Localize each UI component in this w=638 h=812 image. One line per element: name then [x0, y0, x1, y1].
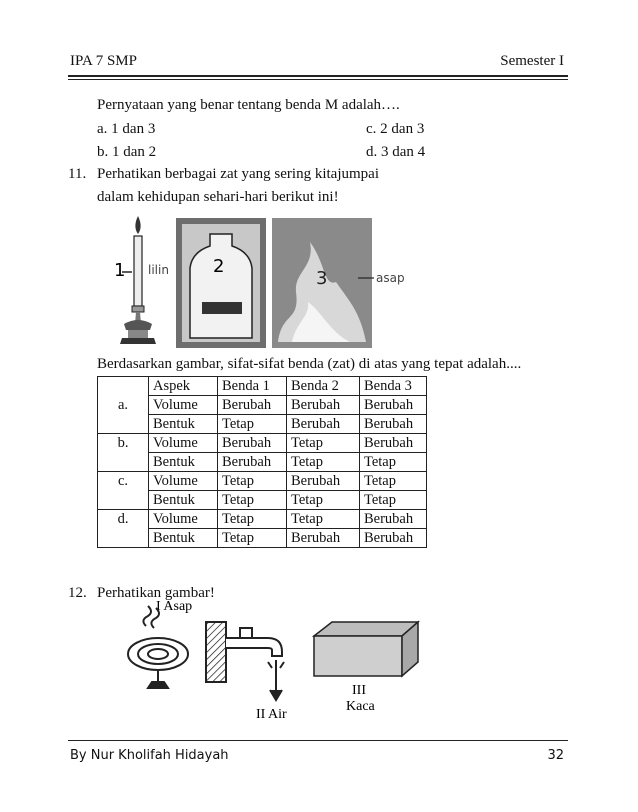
option-label: c. [98, 472, 149, 491]
q12-number: 12. [68, 585, 87, 601]
footer-author: By Nur Kholifah Hidayah [70, 748, 229, 763]
header-semester: Semester I [500, 53, 564, 69]
table-cell: Tetap [218, 415, 287, 434]
table-row [98, 472, 427, 491]
page-number: 32 [547, 748, 564, 763]
table-cell: Bentuk [149, 415, 218, 434]
figure-label-asap: I Asap [156, 599, 193, 614]
table-cell: Tetap [287, 434, 360, 453]
figure-label-kaca-number: III [352, 683, 366, 698]
table-row [98, 491, 427, 510]
q11-options-table [97, 376, 427, 548]
table-cell: Volume [149, 434, 218, 453]
q11-line1: Perhatikan berbagai zat yang sering kitajumpai [97, 166, 379, 182]
table-cell: Tetap [218, 472, 287, 491]
table-row [98, 453, 427, 472]
table-cell: Tetap [218, 529, 287, 548]
option-label: a. [98, 396, 149, 415]
figure-label-air: II Air [256, 707, 287, 722]
figure-label-kaca: Kaca [346, 699, 375, 714]
table-cell [98, 529, 149, 548]
table-cell: Tetap [287, 510, 360, 529]
q12-figure [118, 592, 428, 722]
table-cell: Berubah [287, 529, 360, 548]
q10-option-d: d. 3 dan 4 [366, 144, 426, 160]
table-header-cell: Aspek [149, 377, 218, 396]
header-rule [68, 75, 568, 77]
table-cell: Tetap [287, 491, 360, 510]
table-cell: Volume [149, 472, 218, 491]
table-cell: Berubah [360, 396, 427, 415]
table-cell: Berubah [218, 396, 287, 415]
figure-label-1: 1 [114, 260, 126, 281]
q10-option-a: a. 1 dan 3 [97, 121, 156, 137]
table-header-cell: Benda 1 [218, 377, 287, 396]
option-label: d. [98, 510, 149, 529]
table-cell: Berubah [360, 415, 427, 434]
table-cell: Tetap [287, 453, 360, 472]
table-cell: Berubah [287, 396, 360, 415]
table-cell: Tetap [360, 472, 427, 491]
q11-line2: dalam kehidupan sehari-hari berikut ini! [97, 189, 339, 205]
figure-label-asap: asap [376, 271, 405, 285]
table-row [98, 415, 427, 434]
q10-statement: Pernyataan yang benar tentang benda M adalah…. [97, 97, 400, 113]
glass-block-illustration [314, 622, 418, 676]
table-cell [98, 415, 149, 434]
table-cell: Berubah [218, 434, 287, 453]
table-header-row [98, 377, 427, 396]
q11-prompt: Berdasarkan gambar, sifat-sifat benda (zat) di atas yang tepat adalah.... [97, 356, 522, 372]
header-subject: IPA 7 SMP [70, 53, 137, 69]
table-cell: Volume [149, 510, 218, 529]
table-cell: Tetap [218, 491, 287, 510]
page-header [68, 50, 568, 74]
table-cell: Berubah [287, 472, 360, 491]
table-cell: Berubah [218, 453, 287, 472]
table-header-cell: Benda 3 [360, 377, 427, 396]
table-cell: Volume [149, 396, 218, 415]
q11-number: 11. [68, 166, 87, 182]
figure-label-2: 2 [213, 256, 225, 277]
table-row [98, 510, 427, 529]
q10-option-c: c. 2 dan 3 [366, 121, 425, 137]
table-cell [98, 377, 149, 396]
table-cell: Tetap [218, 510, 287, 529]
bottle-illustration [176, 218, 266, 348]
table-cell: Bentuk [149, 491, 218, 510]
option-label: b. [98, 434, 149, 453]
table-cell: Bentuk [149, 453, 218, 472]
figure-label-lilin: lilin [148, 263, 169, 277]
table-header-cell: Benda 2 [287, 377, 360, 396]
table-cell: Bentuk [149, 529, 218, 548]
mosquito-coil-illustration [128, 606, 188, 688]
table-cell: Tetap [360, 453, 427, 472]
water-tap-illustration [206, 622, 284, 700]
table-cell: Berubah [360, 510, 427, 529]
header-rule-thin [68, 79, 568, 80]
table-cell: Berubah [360, 529, 427, 548]
table-cell: Tetap [360, 491, 427, 510]
table-cell: Berubah [287, 415, 360, 434]
q10-option-b: b. 1 dan 2 [97, 144, 157, 160]
table-cell [98, 453, 149, 472]
figure-label-3: 3 [316, 268, 328, 289]
q12-text: Perhatikan gambar! [97, 585, 215, 601]
q11-figure [110, 212, 410, 352]
footer-rule [68, 740, 568, 741]
table-cell [98, 491, 149, 510]
table-row [98, 434, 427, 453]
table-row [98, 396, 427, 415]
table-row [98, 529, 427, 548]
table-cell: Berubah [360, 434, 427, 453]
